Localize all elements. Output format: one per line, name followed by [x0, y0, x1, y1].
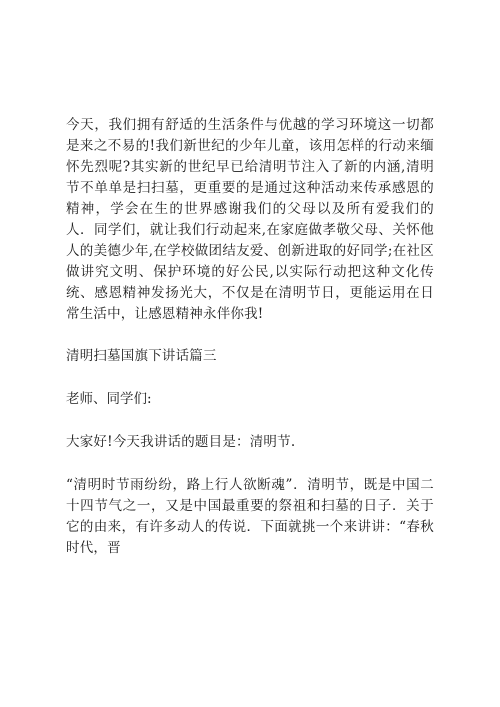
salutation: 老师、同学们:	[66, 391, 152, 407]
paragraph-1: 今天，我们拥有舒适的生活条件与优越的学习环境这一切都是来之不易的!我们新世纪的少年儿童，该用怎样的行动来缅怀先烈呢?其实新的世纪早已给清明节注入了新的内涵,清明节不单单是扫扫墓，更重要的是通过这种活动来传承感恩的精神，学会在生的世界感谢我们的父母以及所有爱我们的人．同学们，就让我们行动起来,在家庭做孝敬父母、关怀他人的美德少年,在学校做团结友爱、创新进取的好同学;在社区做讲究文明、保护环境的好公民,以实际行动把这种文化传统、感恩精神发扬光大，不仅是在清明节日，更能运用在日常生活中，让感恩精神永伴你我!	[66, 117, 434, 322]
paragraph-2: 大家好!今天我讲话的题目是：清明节.	[66, 434, 296, 450]
document-body	[66, 115, 434, 559]
paragraph-3: “清明时节雨纷纷，路上行人欲断魂”．清明节，既是中国二十四节气之一，又是中国最重要的祭祖和扫墓的日子．关于它的由来，有许多动人的传说．下面就挑一个来讲讲：“春秋时代，晋	[66, 477, 434, 556]
section-heading: 清明扫墓国旗下讲话篇三	[66, 348, 217, 364]
